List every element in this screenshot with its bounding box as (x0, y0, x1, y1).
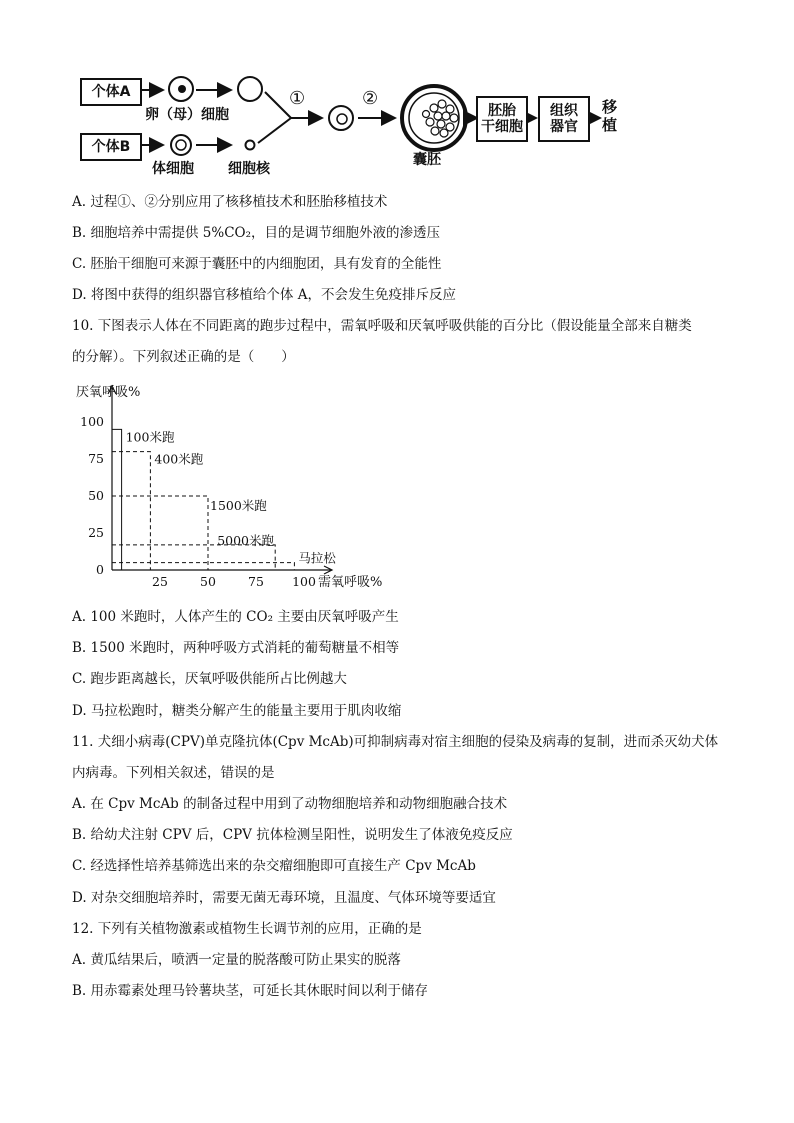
merge-line-upper (265, 92, 291, 118)
transplant-line1: 移 (602, 98, 618, 116)
q9-option-a: A. 过程①、②分别应用了核移植技术和胚胎移植技术 (72, 194, 388, 210)
x-tick-label-4: 100 (292, 574, 316, 589)
cloning-diagram (0, 0, 794, 180)
bar-3 (112, 545, 275, 570)
transplant-label (602, 98, 617, 134)
tissue-organ-line1: 组织 (550, 103, 578, 119)
tissue-organ-box (538, 96, 590, 142)
diagram-graphics (0, 0, 794, 180)
nucleus-label: 细胞核 (228, 161, 270, 177)
blastocyst-label: 囊胚 (413, 152, 441, 168)
y-tick-label-2: 50 (88, 488, 104, 503)
q10-stem-line1: 10. 下图表示人体在不同距离的跑步过程中，需氧呼吸和厌氧呼吸供能的百分比（假设能量全部来自糖类 (72, 318, 692, 334)
step2-label: ② (362, 88, 379, 109)
q11-option-a: A. 在 Cpv McAb 的制备过程中用到了动物细胞培养和动物细胞融合技术 (72, 796, 508, 812)
bar-label-0: 100米跑 (125, 429, 175, 445)
q9-option-b: B. 细胞培养中需提供 5%CO₂，目的是调节细胞外液的渗透压 (72, 225, 441, 241)
body-cell-icon (171, 135, 191, 155)
stem-cell-line2: 干细胞 (481, 119, 523, 135)
x-tick-label-2: 50 (200, 574, 216, 589)
bar-2 (112, 496, 208, 570)
reconstructed-egg-icon (329, 106, 353, 130)
q12-option-a: A. 黄瓜结果后，喷洒一定量的脱落酸可防止果实的脱落 (72, 952, 401, 968)
enucleated-egg-icon (238, 77, 262, 101)
q12-option-b: B. 用赤霉素处理马铃薯块茎，可延长其休眠时间以利于储存 (72, 983, 429, 999)
respiration-chart (60, 378, 420, 596)
x-tick-label-1: 25 (152, 574, 168, 589)
stem-cell-line1: 胚胎 (488, 103, 516, 119)
q10-option-a: A. 100 米跑时，人体产生的 CO₂ 主要由厌氧呼吸产生 (72, 609, 399, 625)
q9-option-d: D. 将图中获得的组织器官移植给个体 A，不会发生免疫排斥反应 (72, 287, 456, 303)
y-tick-label-3: 75 (88, 451, 104, 466)
x-tick-label-3: 75 (248, 574, 264, 589)
blastocyst-icon (402, 86, 466, 150)
q11-option-b: B. 给幼犬注射 CPV 后，CPV 抗体检测呈阳性，说明发生了体液免疫反应 (72, 827, 513, 843)
bar-4 (112, 563, 294, 570)
bar-label-4: 马拉松 (298, 550, 336, 566)
x-axis-label: 需氧呼吸% (318, 575, 383, 590)
q11-stem-line2: 内病毒。下列相关叙述，错误的是 (72, 765, 275, 781)
y-tick-label-4: 100 (80, 414, 104, 429)
bar-label-3: 5000米跑 (217, 532, 275, 548)
stem-cell-box (476, 96, 528, 142)
q10-option-d: D. 马拉松跑时，糖类分解产生的能量主要用于肌肉收缩 (72, 703, 402, 719)
q12-stem: 12. 下列有关植物激素或植物生长调节剂的应用，正确的是 (72, 921, 422, 937)
individual-b-box: 个体B (80, 133, 142, 161)
egg-cell-label: 卵（母）细胞 (145, 107, 229, 123)
y-tick-label-1: 25 (88, 525, 104, 540)
q10-option-b: B. 1500 米跑时，两种呼吸方式消耗的葡萄糖量不相等 (72, 640, 400, 656)
y-tick-label-0: 0 (96, 562, 104, 577)
individual-a-box: 个体A (80, 78, 142, 106)
merge-line-lower (258, 118, 291, 143)
bar-1 (112, 452, 150, 570)
bar-label-2: 1500米跑 (210, 498, 267, 513)
y-axis-label: 厌氧呼吸% (76, 385, 141, 400)
q10-stem-line2: 的分解）。下列叙述正确的是（ ） (72, 349, 295, 365)
q9-option-c: C. 胚胎干细胞可来源于囊胚中的内细胞团，具有发育的全能性 (72, 256, 442, 272)
q10-option-c: C. 跑步距离越长，厌氧呼吸供能所占比例越大 (72, 671, 347, 687)
transplant-line2: 植 (602, 116, 618, 134)
q11-option-c: C. 经选择性培养基筛选出来的杂交瘤细胞即可直接生产 Cpv McAb (72, 858, 476, 874)
egg-cell-icon (169, 77, 193, 101)
nucleus-icon (246, 141, 255, 150)
bar-0 (112, 429, 122, 570)
step1-label: ① (289, 88, 306, 109)
body-cell-label: 体细胞 (152, 161, 194, 177)
chart-svg (60, 378, 420, 596)
tissue-organ-line2: 器官 (550, 119, 578, 135)
q11-stem-line1: 11. 犬细小病毒(CPV)单克隆抗体(Cpv McAb)可抑制病毒对宿主细胞的侵染及病毒的复制，进而杀灭幼犬体 (72, 734, 719, 750)
bar-label-1: 400米跑 (154, 451, 204, 467)
q11-option-d: D. 对杂交细胞培养时，需要无菌无毒环境，且温度、气体环境等要适宜 (72, 890, 496, 906)
